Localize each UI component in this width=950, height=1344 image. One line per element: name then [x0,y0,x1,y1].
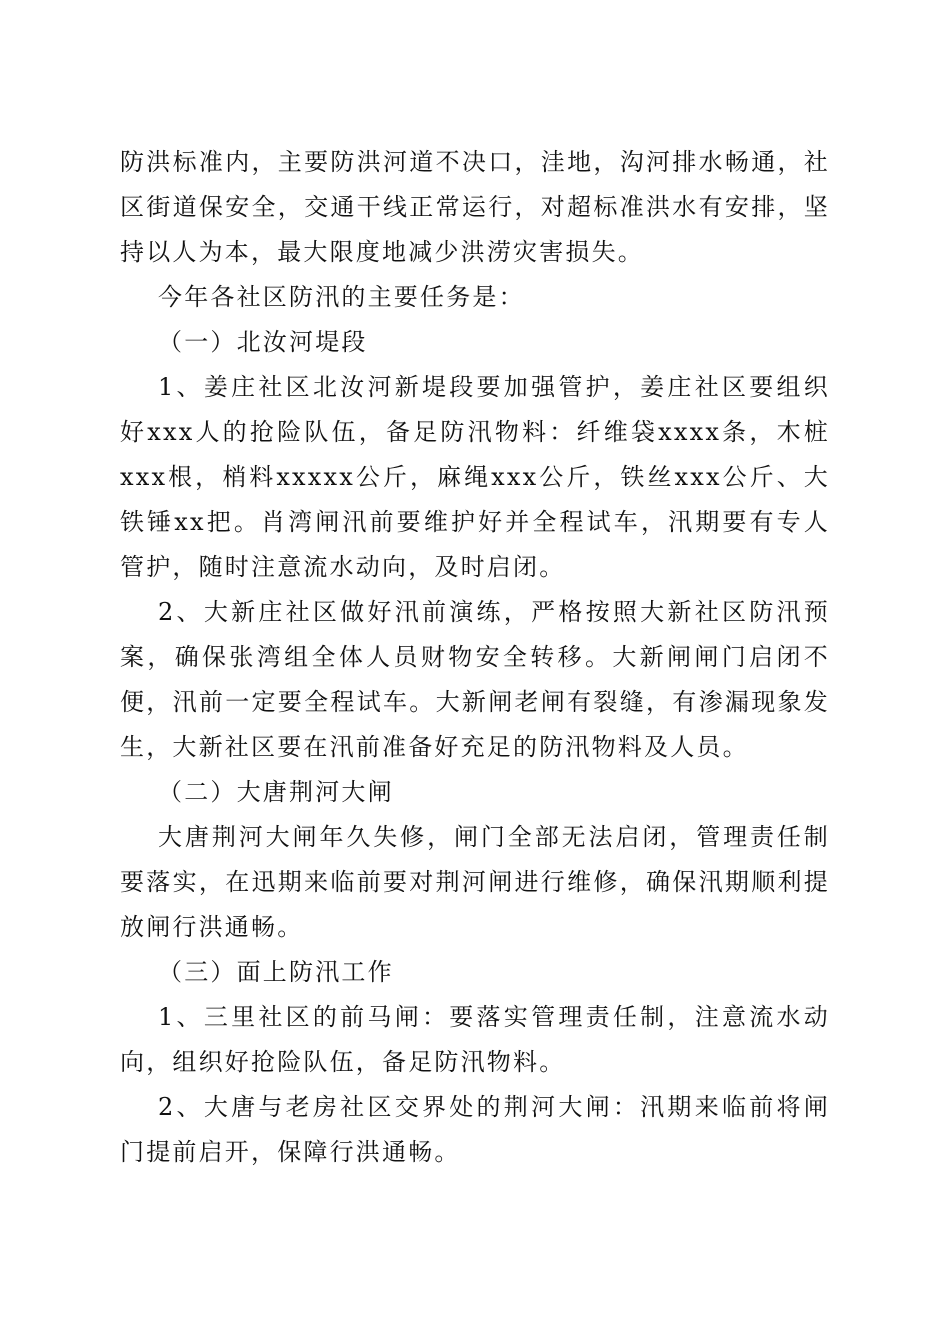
paragraph-datang-gate: 大唐荆河大闸年久失修，闸门全部无法启闭，管理责任制要落实，在迅期来临前要对荆河闸进行维修，确保汛期顺利提放闸行洪通畅。 [120,823,830,941]
section-heading-beiru-river: （一）北汝河堤段 [158,328,368,356]
paragraph-flood-standard: 防洪标准内，主要防洪河道不决口，洼地，沟河排水畅通，社区街道保安全，交通干线正常运行，对超标准洪水有安排，坚持以人为本，最大限度地减少洪涝灾害损失。 [120,148,830,266]
paragraph-sanli: 1、三里社区的前马闸：要落实管理责任制，注意流水动向，组织好抢险队伍，备足防汛物料。 [120,1003,830,1076]
section-heading-datang-gate: （二）大唐荆河大闸 [158,778,394,806]
paragraph-jiangzhuang: 1、姜庄社区北汝河新堤段要加强管护，姜庄社区要组织好xxx人的抢险队伍，备足防汛物料：纤维袋xxxx条，木桩xxx根，梢料xxxxx公斤，麻绳xxx公斤，铁丝xxx公斤、大铁锤xx把。肖湾闸汛前要维护好并全程试车，汛期要有专人管护，随时注意流水动向，及时启闭。 [120,373,830,581]
paragraph-datang-laofang: 2、大唐与老房社区交界处的荆河大闸：汛期来临前将闸门提前启开，保障行洪通畅。 [120,1093,830,1166]
paragraph-main-tasks: 今年各社区防汛的主要任务是： [158,283,525,311]
paragraph-daxinzhuang: 2、大新庄社区做好汛前演练，严格按照大新社区防汛预案，确保张湾组全体人员财物安全转移。大新闸闸门启闭不便，汛前一定要全程试车。大新闸老闸有裂缝，有渗漏现象发生，大新社区要在汛前准备好充足的防汛物料及人员。 [120,598,830,761]
document-body [120,140,830,1175]
section-heading-surface-work: （三）面上防汛工作 [158,958,394,986]
